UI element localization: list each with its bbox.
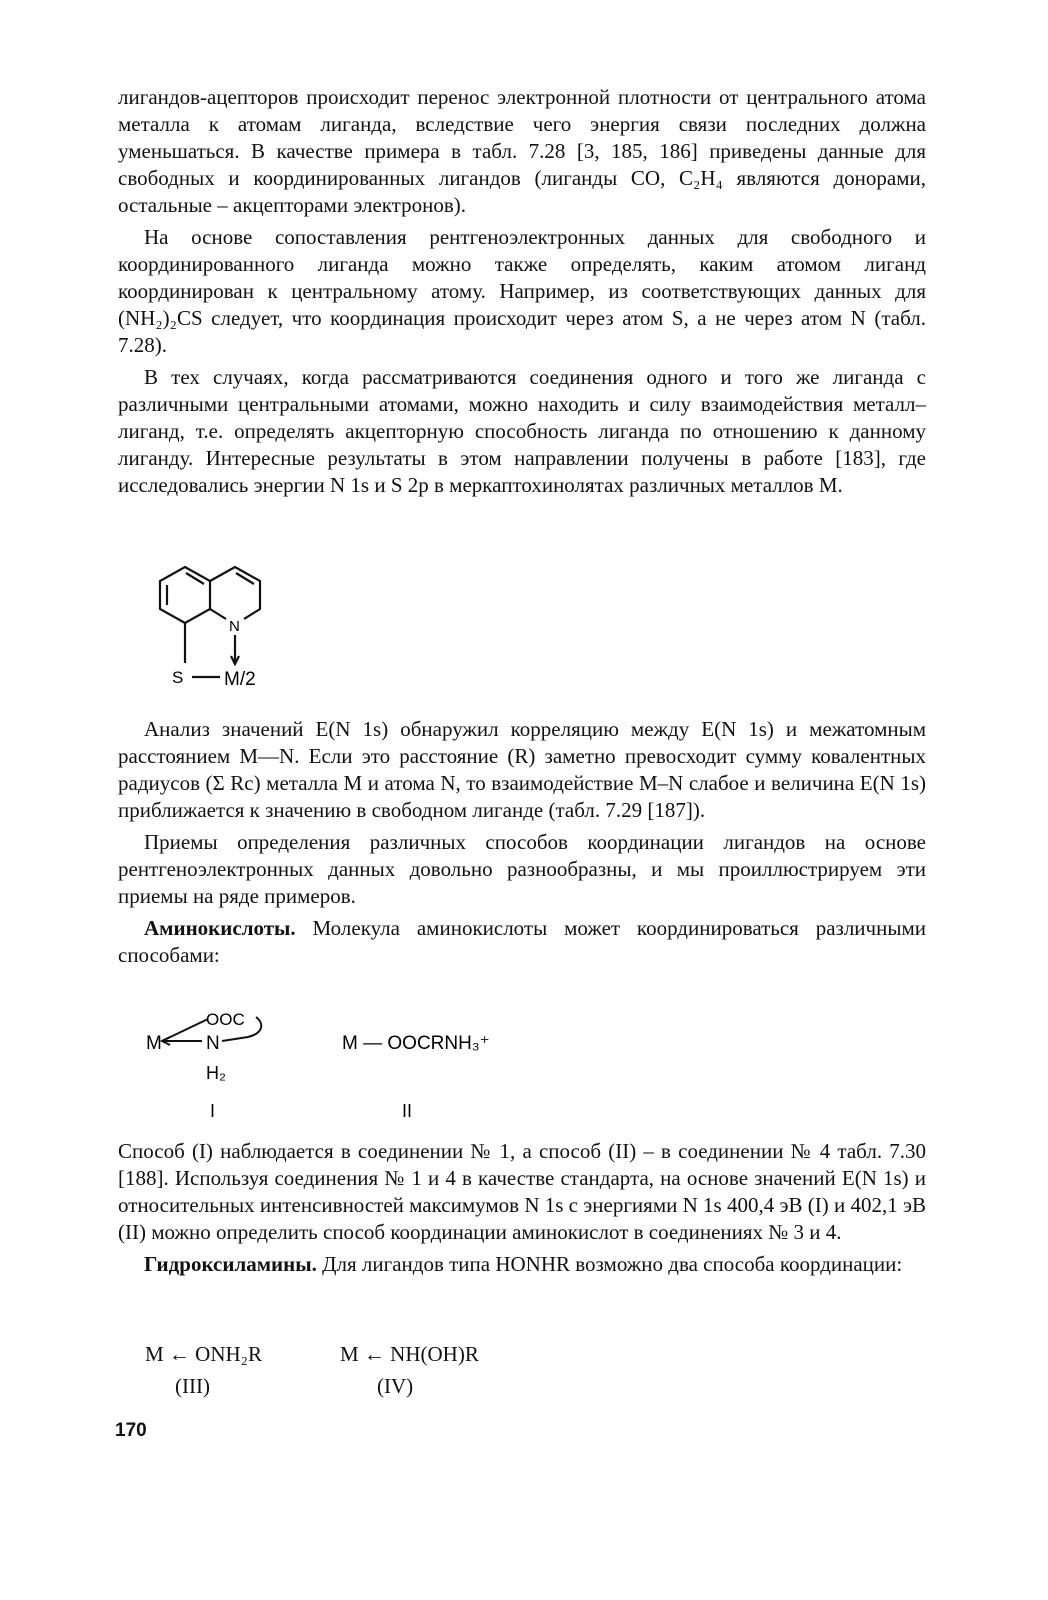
paragraph-6 [118, 915, 926, 969]
paragraph-1: лигандов-ацепторов происходит перенос электронной плотности от центрального атома металла к атомам лиганда, вследствие чего энергия связи последних должна уменьшаться. В качестве примера в табл. 7.28 [3, 185, 186] приведены данные для свободных и координированных лигандов (лиганды CO, C₂H₄ являются донорами, остальные – акцепторами электронов). [118, 85, 926, 217]
scheme2-label: II [402, 1101, 413, 1121]
hydroxylamines-text: Для лигандов типа HONHR возможно два способа координации: [316, 1252, 903, 1276]
paragraph-8 [118, 1251, 926, 1278]
paragraph-2: На основе сопоставления рентгеноэлектронных данных для свободного и координированного лиганда можно также определять, каким атомом лиганд координирован к центральному атому. Например, из соответствующих данных для (NH₂)₂CS следует, что координация происходит через атом S, а не через атом N (табл. 7.28). [118, 225, 926, 357]
text-block-bottom [118, 1138, 926, 1283]
paragraph-7: Способ (I) наблюдается в соединении № 1, а способ (II) – в соединении № 4 табл. 7.30 [188]. Используя соединения № 1 и 4 в качестве стандарта, на основе значений E(N 1s) и относительных интенсивностей максимумов N 1s с энергиями N 1s 400,4 эВ (I) и 402,1 эВ (II) можно определить способ координации аминокислот в соединениях № 3 и 4. [118, 1139, 926, 1244]
aminoacids-text: Молекула аминокислоты может координироваться различными способами: [118, 916, 926, 967]
page-number: 170 [115, 1420, 147, 1441]
paragraph-5: Приемы определения различных способов координации лигандов на основе рентгеноэлектронных данных довольно разнообразны, и мы проиллюстрируем эти приемы на ряде примеров. [118, 830, 926, 908]
hydroxylamines-heading: Гидроксиламины. [144, 1252, 317, 1276]
scheme1-h2: H₂ [206, 1063, 226, 1083]
scheme1-ooc: OOC [206, 1010, 245, 1029]
formula-iii: M ← ONH₂R [145, 1342, 262, 1366]
scheme1-n: N [206, 1033, 220, 1054]
paragraph-4: Анализ значений E(N 1s) обнаружил корреляцию между E(N 1s) и межатомным расстоянием M—N. Если это расстояние (R) заметно превосходит сумму ковалентных радиусов (Σ Rc) металла M и атома N, то взаимодействие M–N слабое и величина E(N 1s) приближается к значению в свободном лиганде (табл. 7.29 [187]). [118, 717, 926, 822]
formula-iii-label: (III) [175, 1374, 210, 1398]
metal-label: M/2 [224, 669, 256, 690]
atom-s-label: S [172, 668, 184, 687]
aminoacid-schemes [140, 1005, 520, 1125]
atom-n-label: N [229, 618, 240, 635]
scheme1-metal: M [146, 1033, 162, 1054]
aminoacids-heading: Аминокислоты. [144, 916, 296, 940]
text-block-middle [118, 716, 926, 974]
scheme1-label: I [210, 1101, 216, 1121]
formula-iv: M ← NH(OH)R [340, 1342, 479, 1366]
paragraph-3: В тех случаях, когда рассматриваются соединения одного и того же лиганда с различными центральными атомами, можно находить и силу взаимодействия металл–лиганд, т.е. определять акцепторную способность лиганда по отношению к данному лиганду. Интересные результаты в этом направлении получены в работе [183], где исследовались энергии N 1s и S 2p в меркаптохинолятах различных металлов M. [118, 365, 926, 497]
formula-iv-label: (IV) [377, 1374, 414, 1398]
mercaptoquinolinate-structure [140, 555, 290, 715]
text-block-top [118, 84, 926, 504]
scheme2-formula: M — OOCRNH₃⁺ [342, 1033, 490, 1054]
